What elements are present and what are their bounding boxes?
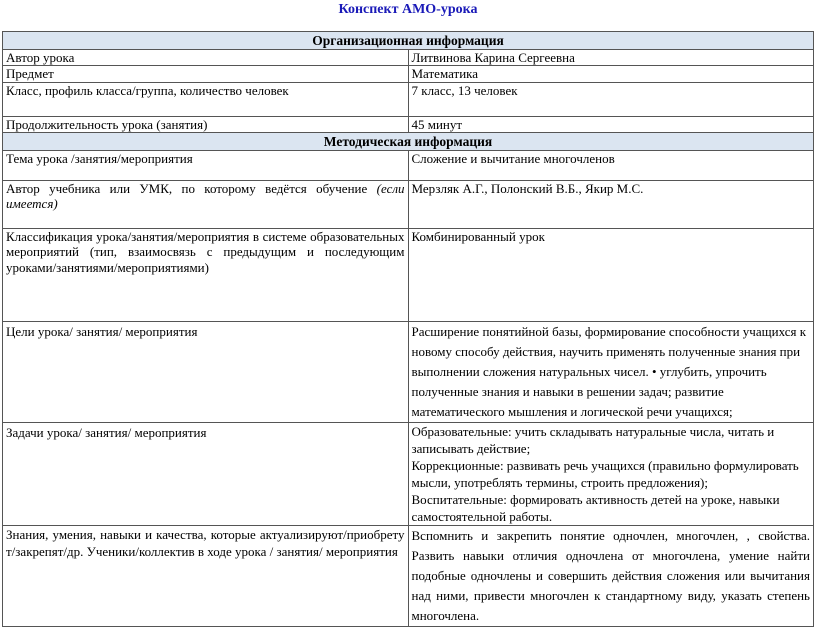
row-value: Вспомнить и закрепить понятие одночлен, многочлен, , свойства. Развить навыки отличия одночлена от многочлена, умение найти подобные одночлены и совершить действия сложения или вычитания над ними, привести многочлен к стандартному виду, указать степень многочлена.: [408, 525, 814, 626]
table-row: [3, 228, 814, 321]
table-row: [3, 525, 814, 626]
lesson-table: [2, 31, 814, 627]
table-row: [3, 150, 814, 180]
table-row: [3, 422, 814, 525]
table-row: [3, 321, 814, 422]
table-row: [3, 66, 814, 83]
table-row: [3, 116, 814, 133]
row-label: Классификация урока/занятия/мероприятия в системе образовательных мероприятий (тип, взаимосвязь с предыдущим и последующим уроками/занятиями/мероприятиями): [3, 228, 409, 321]
row-label: Задачи урока/ занятия/ мероприятия: [3, 422, 409, 525]
row-label: Продолжительность урока (занятия): [3, 116, 409, 133]
row-label: Предмет: [3, 66, 409, 83]
table-row: [3, 49, 814, 66]
row-label-note: (если имеется): [6, 180, 405, 211]
row-label: Цели урока/ занятия/ мероприятия: [3, 321, 409, 422]
row-label-text: Автор учебника или УМК, по которому ведётся обучение: [6, 180, 368, 196]
row-label: [3, 180, 409, 228]
row-label: Тема урока /занятия/мероприятия: [3, 150, 409, 180]
row-value: [408, 422, 814, 525]
section-header-method: Методическая информация: [3, 133, 814, 151]
task-line: Коррекционные: развивать речь учащихся (правильно формулировать мысли, употреблять термины, строить предложения);: [411, 457, 799, 490]
row-value: 45 минут: [408, 116, 814, 133]
task-line: Образовательные: учить складывать натуральные числа, читать и записывать действие;: [411, 423, 775, 456]
row-value: Комбинированный урок: [408, 228, 814, 321]
page-title: Конспект АМО-урока: [338, 2, 478, 17]
row-label: Знания, умения, навыки и качества, которые актуализируют/приобретут/закрепят/др. Ученики/коллектив в ходе урока / занятия/ мероприятия: [3, 525, 409, 626]
row-value: Литвинова Карина Сергеевна: [408, 49, 814, 66]
table-row: [3, 82, 814, 116]
row-label: Класс, профиль класса/группа, количество человек: [3, 82, 409, 116]
section-header-org: Организационная информация: [3, 32, 814, 50]
row-label: Автор урока: [3, 49, 409, 66]
table-row: [3, 180, 814, 228]
row-value: Сложение и вычитание многочленов: [408, 150, 814, 180]
row-value: 7 класс, 13 человек: [408, 82, 814, 116]
task-line: Воспитательные: формировать активность детей на уроке, навыки самостоятельной работы.: [411, 491, 780, 524]
row-value: Расширение понятийной базы, формирование способности учащихся к новому способу действия, научить применять полученные знания при выполнении сложения натуральных чисел. • углубить, упрочить полученные знания и навыки в решении задач; развитие математического мышления и логической речи учащихся;: [408, 321, 814, 422]
row-value: Математика: [408, 66, 814, 83]
row-value: Мерзляк А.Г., Полонский В.Б., Якир М.С.: [408, 180, 814, 228]
